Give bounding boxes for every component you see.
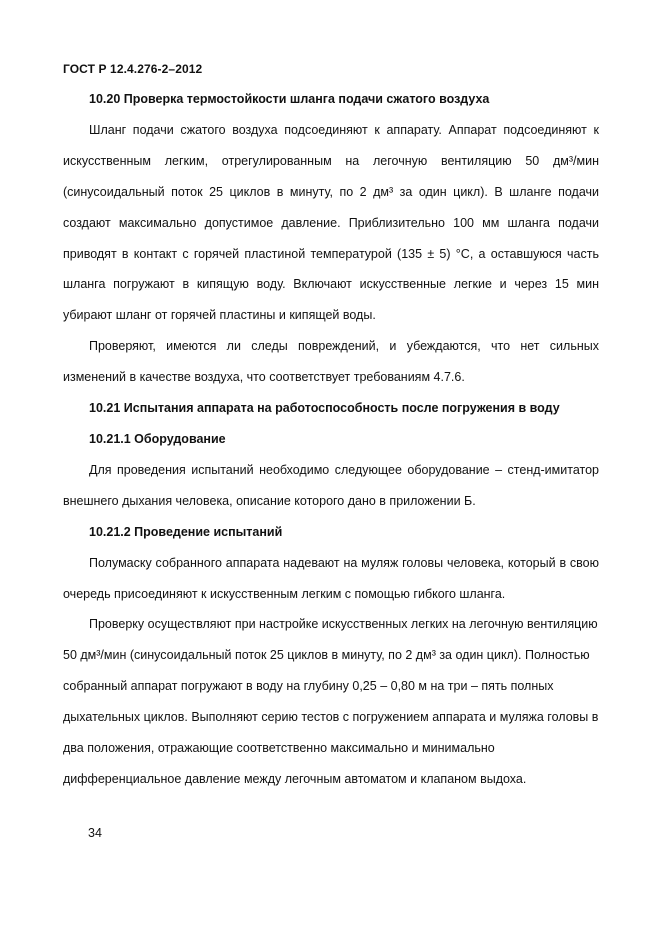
paragraph-immersion-test: Проверку осуществляют при настройке искусственных легких на легочную вентиляцию 50 дм³/мин (синусоидальный поток 25 циклов в минуту, по 2 дм³ за один цикл). Полностью собранный аппарат погружают в воду на глубину 0,25 – 0,80 м на три – пять полных дыхательных циклов. Выполняют серию тестов с погружением аппарата и муляжа головы в два положения, отражающие соответственно максимально и минимально дифференциальное давление между легочным автоматом и клапаном выдоха. [63,617,599,786]
paragraph-damage-check: Проверяют, имеются ли следы повреждений, и убеждаются, что нет сильных изменений в качестве воздуха, что соответствует требованиям 4.7.6. [63,339,599,385]
standard-header: ГОСТ Р 12.4.276-2–2012 [63,62,203,76]
section-heading-10-21: 10.21 Испытания аппарата на работоспособность после погружения в воду [89,401,560,416]
paragraph-equipment: Для проведения испытаний необходимо следующее оборудование – стенд-имитатор внешнего дыхания человека, описание которого дано в приложении Б. [63,462,599,508]
section-heading-10-21-2: 10.21.2 Проведение испытаний [89,524,283,539]
paragraph-hose-test: Шланг подачи сжатого воздуха подсоединяют к аппарату. Аппарат подсоединяют к искусственным легким, отрегулированным на легочную вентиляцию 50 дм³/мин (синусоидальный поток 25 циклов в минуту, по 2 дм³ за один цикл). В шланге подачи создают максимально допустимое давление. Приблизительно 100 мм шланга подачи приводят в контакт с горячей пластиной температурой (135 ± 5) °С, а оставшуюся часть шланга погружают в кипящую воду. Включают искусственные легкие и через 15 мин убирают шланг от горячей пластины и кипящей воды. [63,122,599,323]
paragraph-half-mask: Полумаску собранного аппарата надевают на муляж головы человека, который в свою очередь присоединяют к искусственным легким с помощью гибкого шланга. [63,555,599,601]
document-body [63,84,599,795]
page-number: 34 [88,826,102,840]
section-heading-10-20: 10.20 Проверка термостойкости шланга подачи сжатого воздуха [89,92,490,106]
section-heading-10-21-1: 10.21.1 Оборудование [89,431,226,446]
